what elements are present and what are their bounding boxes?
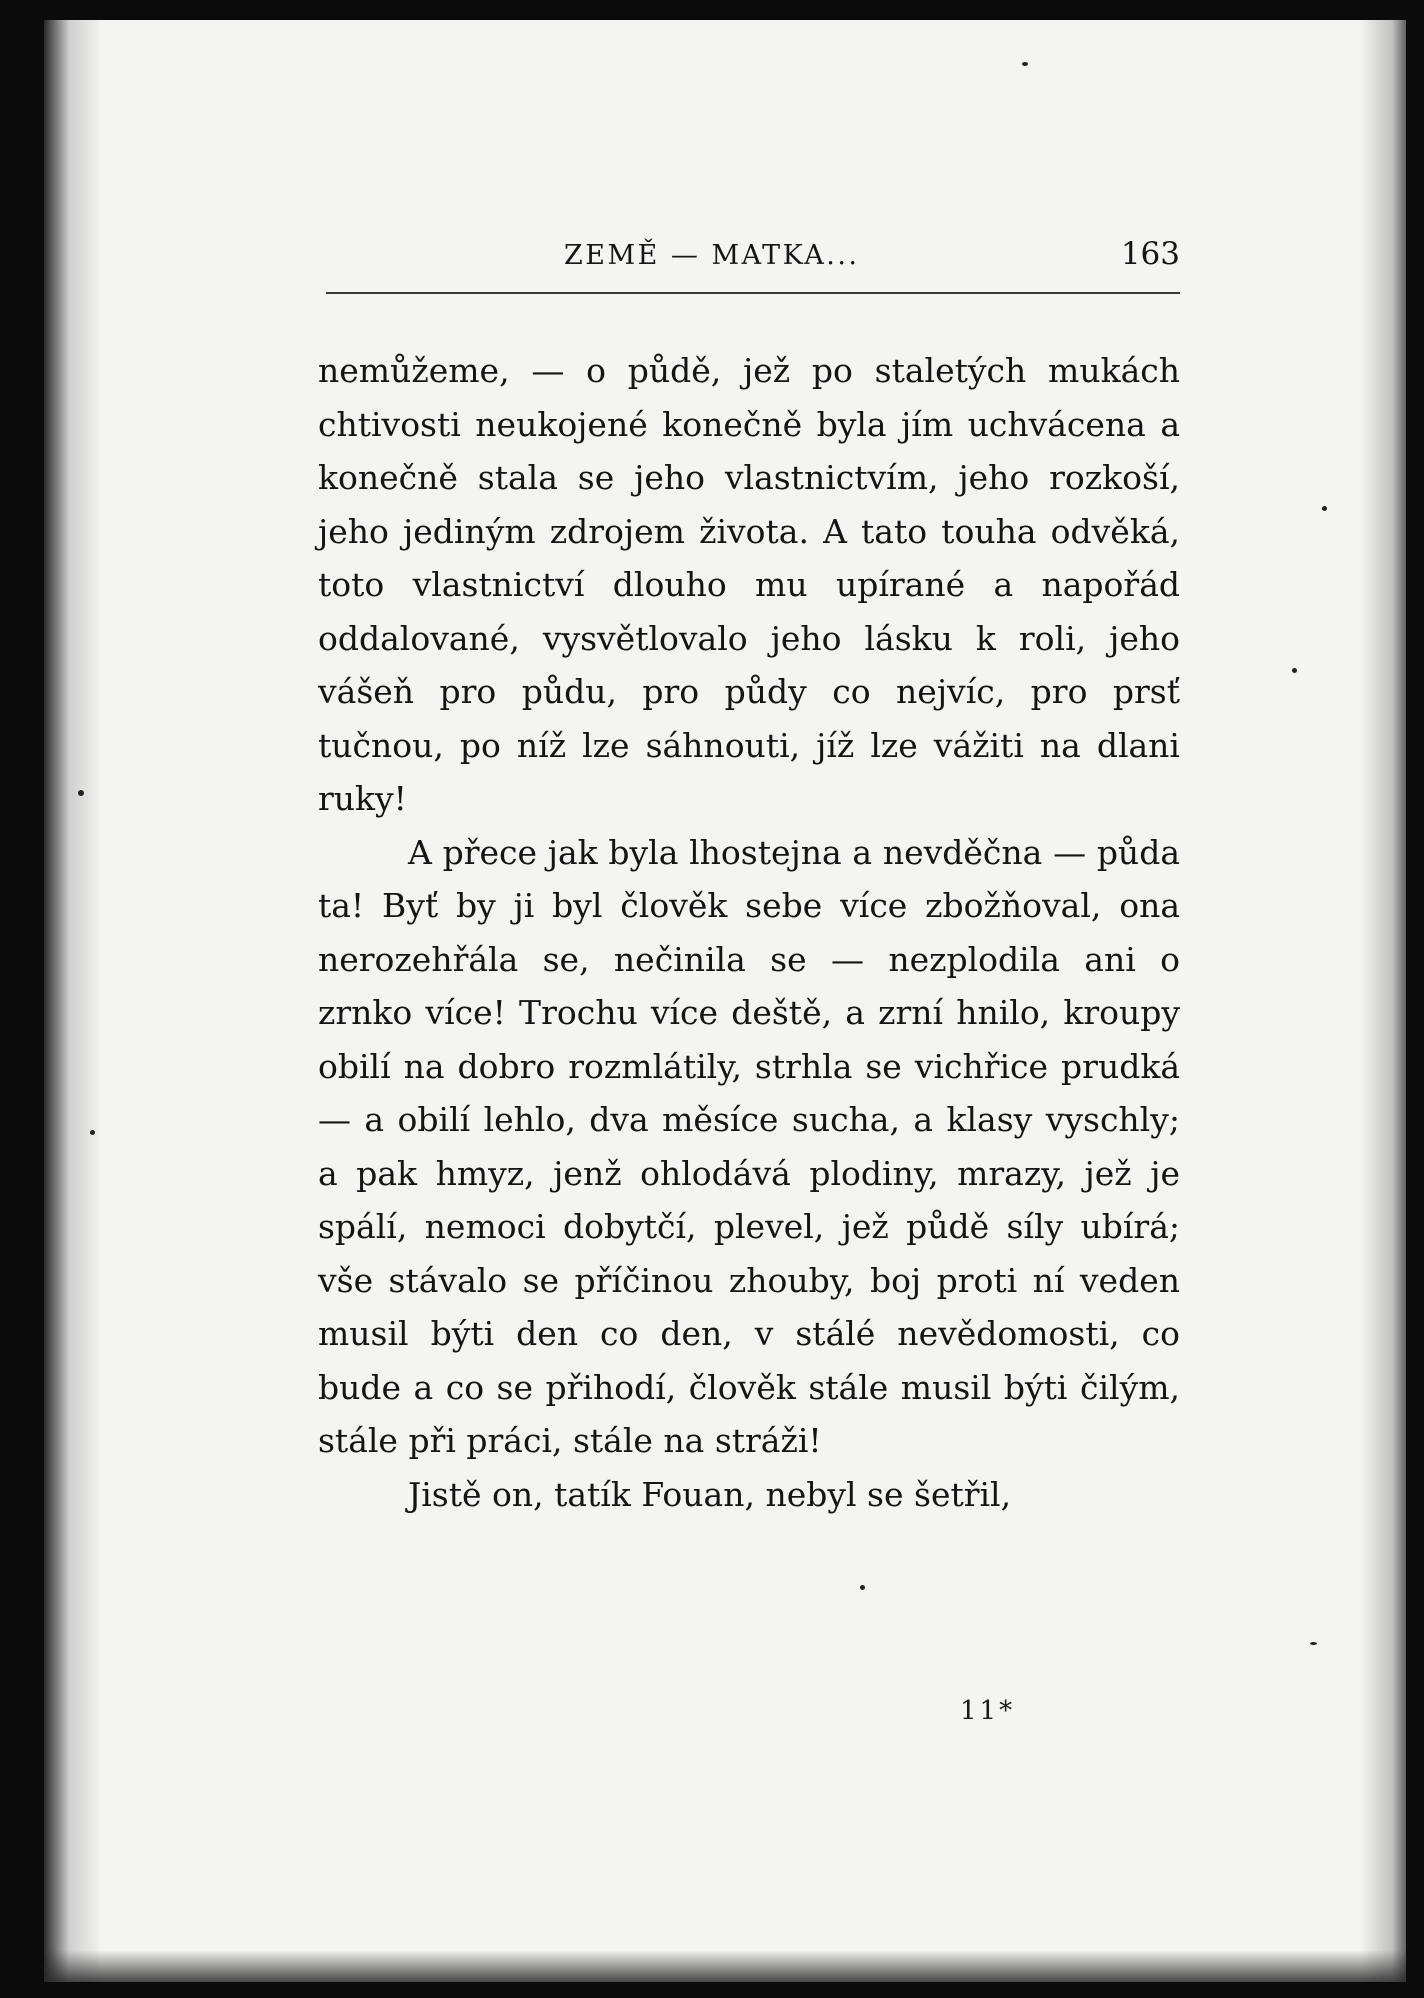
page-number: 163	[1120, 236, 1180, 272]
paragraph: Jistě on, tatík Fouan, nebyl se šetřil,	[408, 1474, 1012, 1514]
running-title: ZEMĚ — MATKA...	[564, 240, 860, 271]
header-rule	[326, 292, 1180, 294]
scan-speck	[860, 1585, 865, 1590]
paragraph-continued: nemůžeme, — o půdě, jež po staletých mukách chtivosti neukojené konečně byla jím uchvácena a konečně stala se jeho vlastnictvím, jeho rozkoší, jeho jediným zdrojem života. A tato touha odvěká, toto vlastnictví dlouho mu upírané a napořád oddalované, vysvětlovalo jeho lásku k roli, jeho vášeň pro půdu, pro půdy co nejvíc, pro prsť tučnou, po níž lze sáhnouti, jíž lze vážiti na dlani ruky!	[318, 351, 1180, 818]
page-bottom-edge-shadow	[44, 1950, 1406, 1982]
scan-speck	[1310, 1642, 1317, 1645]
scan-speck	[78, 790, 84, 796]
page-binding-edge	[44, 20, 100, 1982]
scan-speck	[1022, 62, 1028, 66]
page-body-text	[318, 344, 1180, 1521]
scan-speck	[90, 1130, 95, 1135]
paragraph: A přece jak byla lhostejna a nevděčna — půda ta! Byť by ji byl člověk sebe více zbožňoval, ona nerozehřála se, nečinila se — nezplodila ani o zrnko více! Trochu více deště, a zrní hnilo, kroupy obilí na dobro rozmlátily, strhla se vichřice prudká — a obilí lehlo, dva měsíce sucha, a klasy vyschly; a pak hmyz, jenž ohlodává plodiny, mrazy, jež je spálí, nemoci dobytčí, plevel, jež půdě síly ubírá; vše stávalo se příčinou zhouby, boj proti ní veden musil býti den co den, v stálé nevědomosti, co bude a co se přihodí, člověk stále musil býti čilým, stále při práci, stále na stráži!	[318, 832, 1180, 1460]
scan-speck	[1322, 506, 1327, 511]
running-header	[326, 236, 1184, 284]
page-right-edge-shadow	[1360, 20, 1406, 1982]
printer-signature-mark: 11*	[960, 1696, 1016, 1726]
scan-speck	[1292, 668, 1297, 673]
